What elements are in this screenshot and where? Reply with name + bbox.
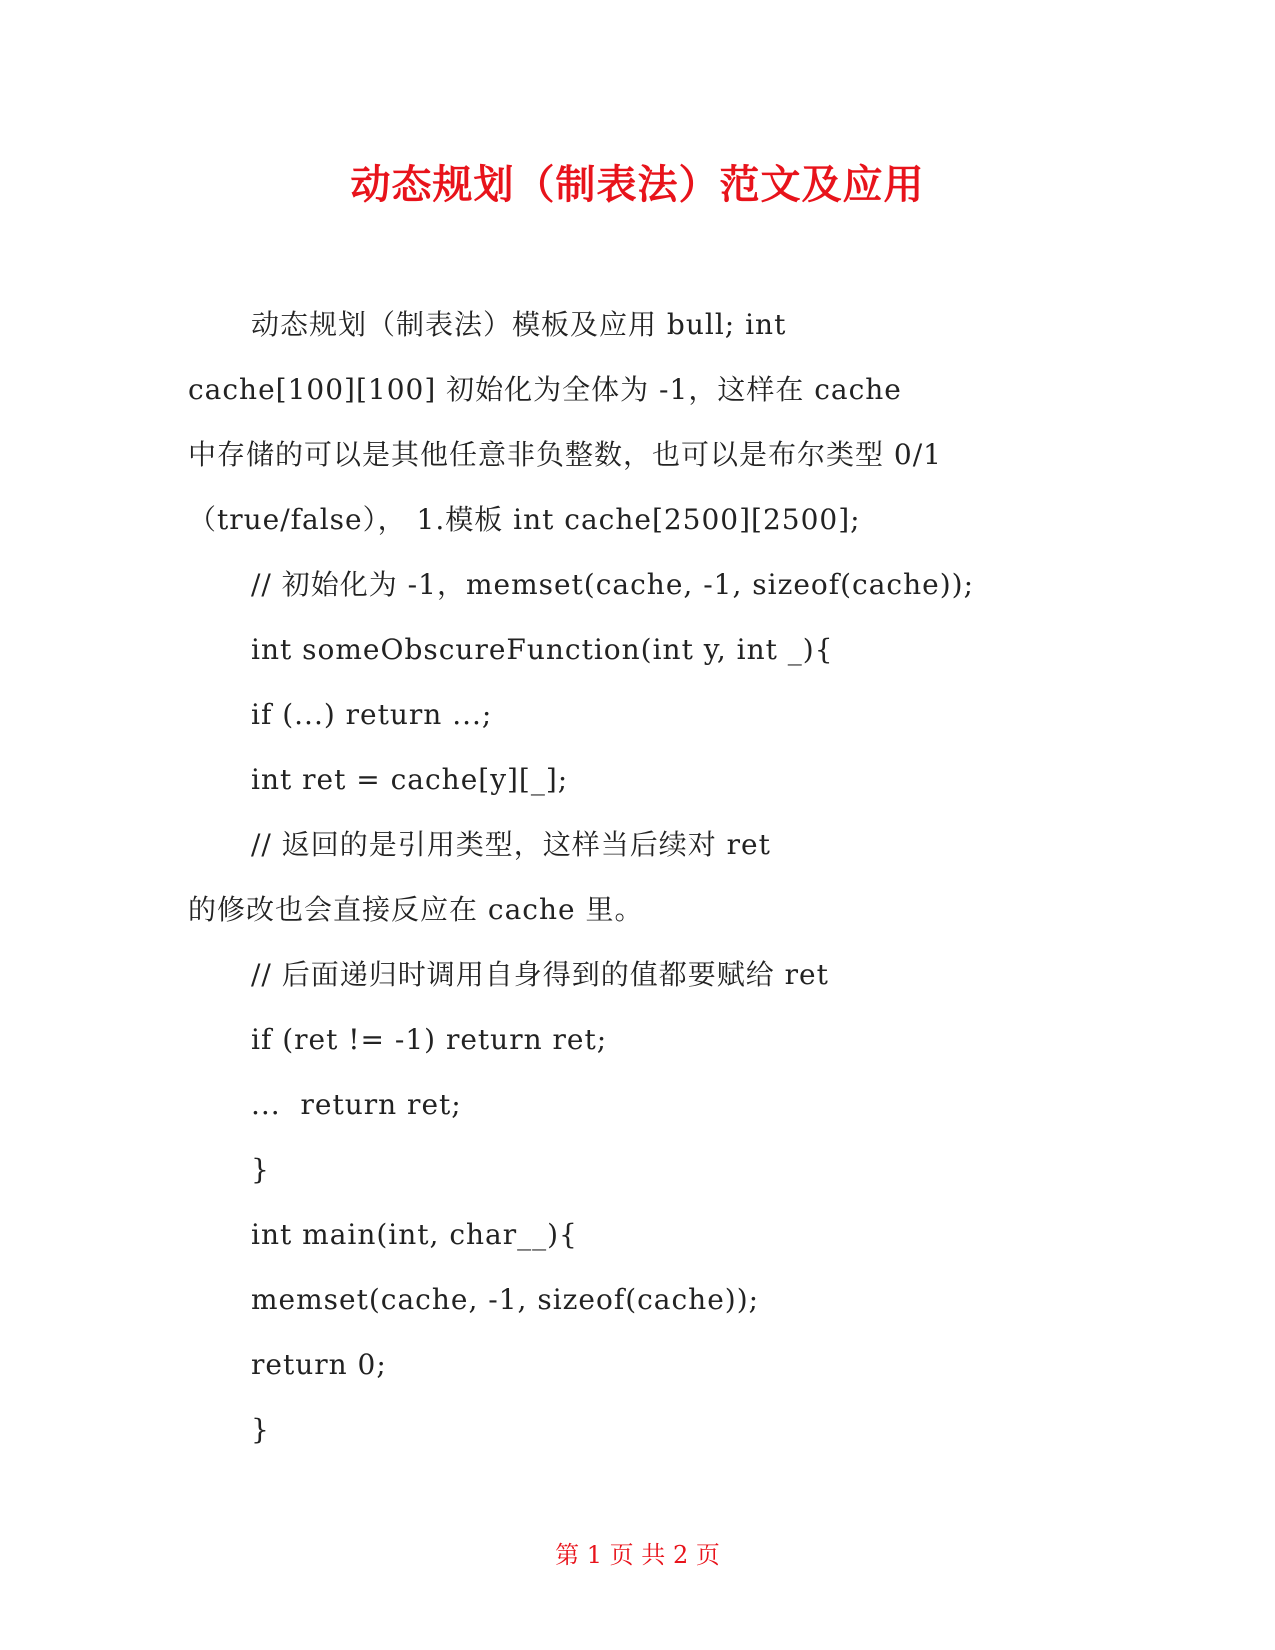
paragraph-line: 中存储的可以是其他任意非负整数，也可以是布尔类型 0/1 — [188, 438, 942, 471]
paragraph-line: 动态规划（制表法）模板及应用 bull; int — [251, 308, 787, 341]
paragraph-line: cache[100][100] 初始化为全体为 -1，这样在 cache — [188, 373, 902, 406]
code-line: memset(cache, -1, sizeof(cache)); — [251, 1283, 760, 1316]
page-footer: 第 1 页 共 2 页 — [555, 1541, 720, 1569]
document-body — [188, 292, 1088, 1462]
code-line: } — [251, 1413, 270, 1446]
code-line: ... return ret; — [251, 1088, 462, 1121]
code-line: int main(int, char__){ — [251, 1218, 578, 1251]
code-line: return 0; — [251, 1348, 387, 1381]
code-line: 的修改也会直接反应在 cache 里。 — [188, 893, 644, 926]
code-line: // 初始化为 -1，memset(cache, -1, sizeof(cache)); — [251, 568, 975, 601]
paragraph-line: （true/false）， 1.模板 int cache[2500][2500]; — [188, 503, 861, 536]
code-line: // 返回的是引用类型，这样当后续对 ret — [251, 828, 771, 861]
code-line: if (...) return ...; — [251, 698, 493, 731]
code-line: } — [251, 1153, 270, 1186]
document-title: 动态规划（制表法）范文及应用 — [350, 162, 925, 208]
code-line: int ret = cache[y][_]; — [251, 763, 569, 796]
code-line: int someObscureFunction(int y, int _){ — [251, 633, 834, 666]
code-line: // 后面递归时调用自身得到的值都要赋给 ret — [251, 958, 829, 991]
code-line: if (ret != -1) return ret; — [251, 1023, 608, 1056]
